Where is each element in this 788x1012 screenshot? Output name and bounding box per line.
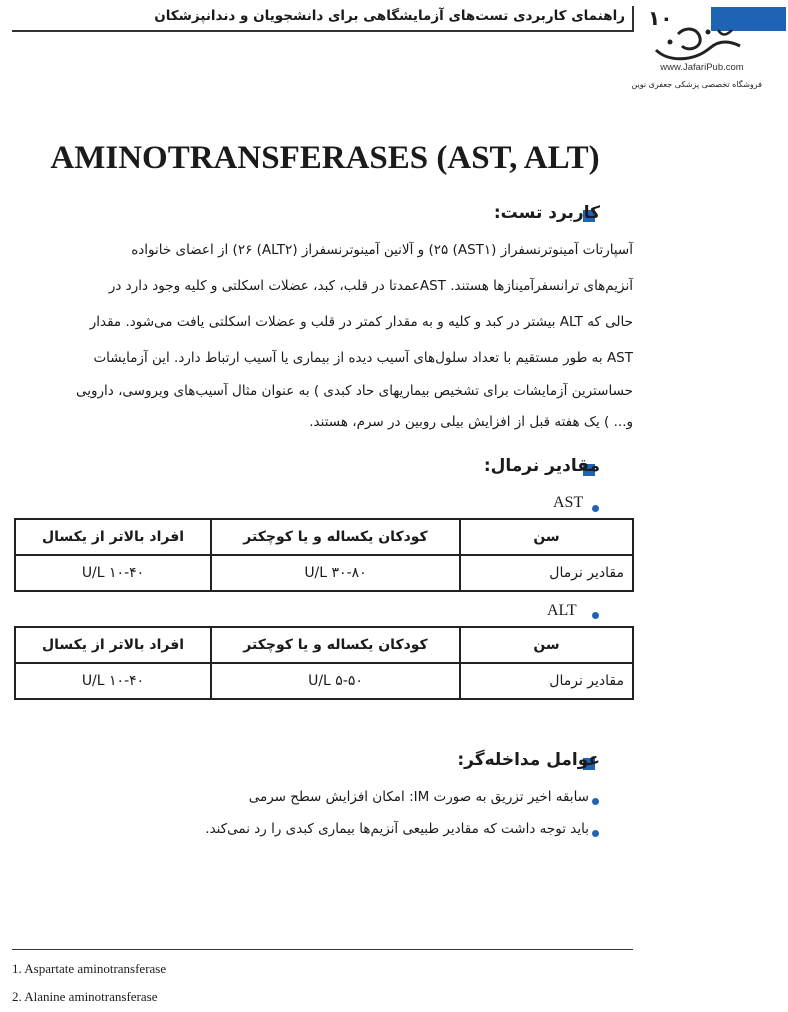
header-cell: افراد بالاتر از یکسال bbox=[15, 627, 211, 663]
footnote-divider bbox=[12, 949, 633, 950]
paragraph-line: آسپارتات آمینوترنسفراز (AST۱) ۲۵) و آلانین آمینوترنسفراز (ALT۲) ۲۶) از اعضای خانواده bbox=[131, 242, 633, 258]
row-label-cell: مقادیر نرمال bbox=[460, 663, 633, 699]
paragraph-line: و... ) یک هفته قبل از افزایش بیلی روبین در سرم، هستند. bbox=[309, 414, 633, 430]
row-label-cell: مقادیر نرمال bbox=[460, 555, 633, 591]
paragraph-line: حالی که ALT بیشتر در کبد و کلیه و به مقدار کمتر در قلب و عضلات اسکلتی یافت می‌شود. مقدار bbox=[89, 314, 633, 330]
bullet-dot-icon bbox=[592, 612, 599, 619]
alt-reference-table bbox=[14, 626, 634, 700]
publisher-url: www.JafariPub.com bbox=[660, 62, 744, 73]
section-heading-normal-values: مقادیر نرمال: bbox=[483, 456, 600, 476]
bullet-dot-icon bbox=[592, 830, 599, 837]
value-cell: ۱۰-۴۰ U/L bbox=[15, 663, 211, 699]
header-cell: کودکان یکساله و یا کوچکتر bbox=[211, 627, 460, 663]
bullet-dot-icon bbox=[592, 505, 599, 512]
ast-reference-table bbox=[14, 518, 634, 592]
paragraph-line: حساسترین آزمایشات برای تشخیص بیماریهای حاد کبدی ) به عنوان مثال آسیب‌های ویروسی، دارویی bbox=[75, 383, 633, 399]
paragraph-line: آنزیم‌های ترانسفرآمینازها هستند. ASTعمدتا در قلب، کبد، عضلات اسکلتی و کلیه وجود دارد در bbox=[108, 278, 633, 294]
table-row bbox=[15, 555, 633, 591]
table-header-row bbox=[15, 627, 633, 663]
page-number: ۱۰ bbox=[648, 6, 673, 30]
footnote: 1. Aspartate aminotransferase bbox=[12, 961, 167, 976]
value-cell: ۳۰-۸۰ U/L bbox=[211, 555, 460, 591]
section-heading-interference: عوامل مداخله‌گر: bbox=[457, 750, 600, 770]
paragraph-line: AST به طور مستقیم با تعداد سلول‌های آسیب دیده از بیماری یا آسیب ارتباط دارد. این آزمایشات bbox=[93, 350, 633, 366]
section-heading-usage: کاربرد تست: bbox=[493, 203, 600, 223]
value-cell: ۵-۵۰ U/L bbox=[211, 663, 460, 699]
list-item: باید توجه داشت که مقادیر طبیعی آنزیم‌ها بیماری کبدی را رد نمی‌کند. bbox=[205, 821, 589, 837]
table-label-ast: AST bbox=[553, 494, 584, 511]
table-row bbox=[15, 663, 633, 699]
list-item: سابقه اخیر تزریق به صورت IM: امکان افزایش سطح سرمی bbox=[248, 789, 589, 805]
header-cell: کودکان یکساله و یا کوچکتر bbox=[211, 519, 460, 555]
bullet-dot-icon bbox=[592, 798, 599, 805]
header-cell: افراد بالاتر از یکسال bbox=[15, 519, 211, 555]
publisher-caption: فروشگاه تخصصی پزشکی جعفری نوین bbox=[631, 80, 762, 89]
footnote: 2. Alanine aminotransferase bbox=[12, 989, 158, 1004]
header-cell: سن bbox=[460, 519, 633, 555]
value-cell: ۱۰-۴۰ U/L bbox=[15, 555, 211, 591]
page-title: AMINOTRANSFERASES (AST, ALT) bbox=[50, 140, 600, 176]
table-label-alt: ALT bbox=[547, 602, 577, 619]
header-divider-vertical bbox=[632, 6, 634, 32]
header-divider-horizontal bbox=[12, 30, 633, 32]
publisher-logo-icon bbox=[648, 22, 748, 64]
header-cell: سن bbox=[460, 627, 633, 663]
running-header-title: راهنمای کاربردی تست‌های آزمایشگاهی برای دانشجویان و دندانپزشکان bbox=[154, 8, 625, 24]
table-header-row bbox=[15, 519, 633, 555]
